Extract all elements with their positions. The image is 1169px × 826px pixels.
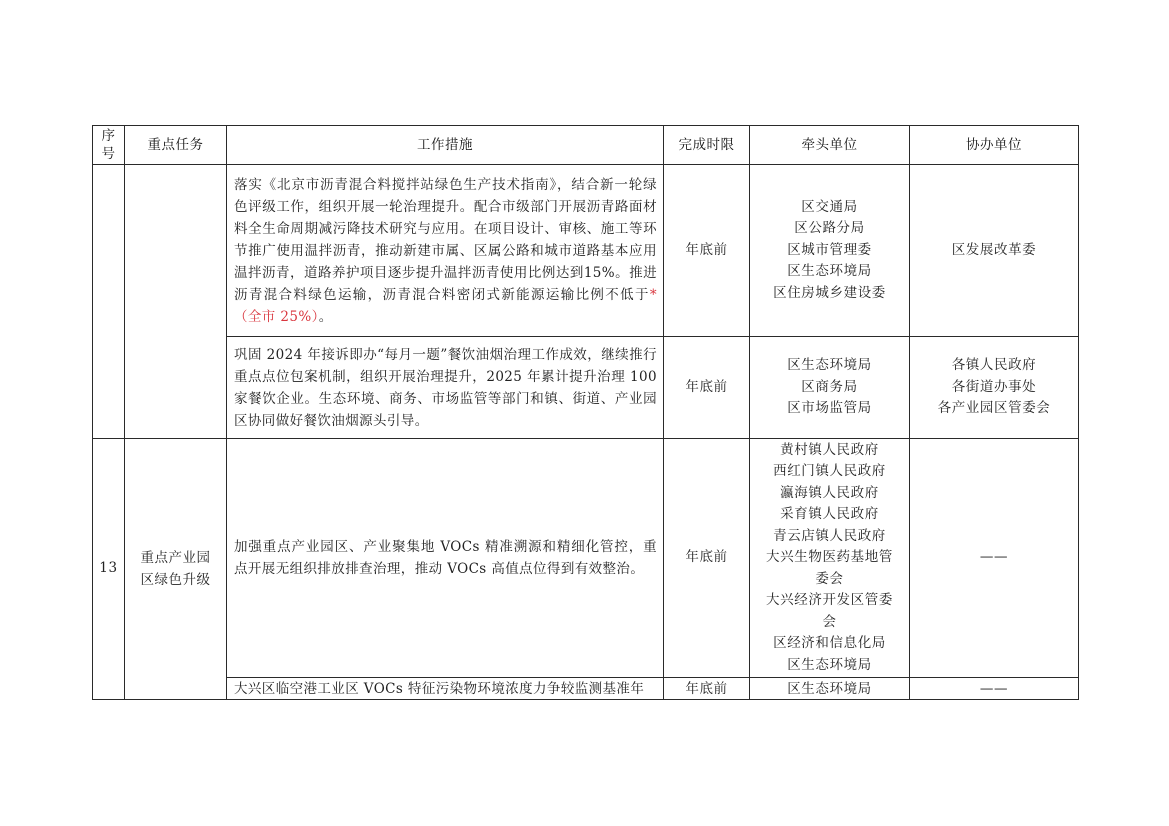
- header-seq: [93, 126, 125, 165]
- lead-cell: [750, 165, 910, 337]
- task-cell: [125, 165, 227, 439]
- deadline-cell: 年底前: [664, 337, 750, 439]
- table-row: [93, 439, 1079, 678]
- measure-tail: 。: [318, 308, 333, 325]
- deadline-cell: 年底前: [664, 439, 750, 678]
- measure-cell: 加强重点产业园区、产业聚集地 VOCs 精准溯源和精细化管控，重点开展无组织排放排查治理，推动 VOCs 高值点位得到有效整治。: [227, 439, 664, 678]
- lead-unit: 区商务局: [801, 378, 858, 395]
- lead-unit: 西红门镇人民政府: [773, 463, 886, 480]
- lead-unit: 委会: [815, 570, 844, 587]
- table-header-row: [93, 126, 1079, 165]
- deadline-cell: 年底前: [664, 165, 750, 337]
- lead-unit: 区住房城乡建设委: [773, 284, 886, 301]
- lead-unit: 大兴经济开发区管委: [766, 592, 893, 609]
- header-lead: 牵头单位: [750, 126, 910, 165]
- lead-unit: 瀛海镇人民政府: [780, 484, 879, 501]
- lead-unit: 会: [822, 613, 837, 630]
- lead-unit: 区城市管理委: [787, 241, 872, 258]
- table-row: [93, 165, 1079, 337]
- assist-unit: 区发展改革委: [951, 241, 1037, 258]
- lead-unit: 区生态环境局: [787, 263, 872, 280]
- assist-unit: 各镇人民政府: [951, 357, 1037, 374]
- lead-unit: 区市场监管局: [787, 400, 872, 417]
- task-cell: [125, 439, 227, 700]
- table-row: [93, 337, 1079, 439]
- assist-unit: 各街道办事处: [951, 378, 1037, 395]
- seq-cell: [93, 165, 125, 439]
- assist-cell: [910, 439, 1079, 678]
- lead-unit: 采育镇人民政府: [780, 506, 879, 523]
- task-line: 重点产业园: [140, 550, 211, 566]
- header-seq-char1: 序: [101, 128, 116, 144]
- measure-highlight: *（全市 25%）: [234, 286, 657, 325]
- measure-cell: 大兴区临空港工业区 VOCs 特征污染物环境浓度力争较监测基准年: [227, 678, 664, 700]
- assist-cell: [910, 165, 1079, 337]
- lead-unit: 区公路分局: [794, 220, 865, 237]
- task-table: [92, 125, 1079, 700]
- assist-unit: ——: [979, 680, 1009, 697]
- lead-unit: 大兴生物医药基地管: [766, 549, 893, 566]
- assist-cell: [910, 337, 1079, 439]
- header-task: 重点任务: [125, 126, 227, 165]
- lead-unit: 青云店镇人民政府: [773, 527, 886, 544]
- measure-cell: [227, 165, 664, 337]
- lead-unit: 区生态环境局: [787, 357, 872, 374]
- lead-unit: 区交通局: [801, 198, 858, 215]
- header-seq-char2: 号: [101, 146, 116, 162]
- assist-unit: 各产业园区管委会: [937, 400, 1051, 417]
- assist-unit: ——: [979, 549, 1009, 566]
- header-measures: 工作措施: [227, 126, 664, 165]
- assist-cell: [910, 678, 1079, 700]
- lead-unit: 黄村镇人民政府: [780, 441, 879, 458]
- lead-cell: [750, 337, 910, 439]
- lead-cell: [750, 439, 910, 678]
- lead-unit: 区生态环境局: [787, 656, 872, 673]
- seq-cell: 13: [93, 439, 125, 700]
- table-row: [93, 678, 1079, 700]
- measure-cell: 巩固 2024 年接诉即办“每月一题”餐饮油烟治理工作成效，继续推行重点点位包案机制，组织开展治理提升，2025 年累计提升治理 100 家餐饮企业。生态环境、商务、市场监管等部门和镇、街道、产业园区协同做好餐饮油烟源头引导。: [227, 337, 664, 439]
- deadline-cell: 年底前: [664, 678, 750, 700]
- header-deadline: 完成时限: [664, 126, 750, 165]
- lead-unit: 区生态环境局: [787, 680, 872, 697]
- task-line: 区绿色升级: [140, 572, 211, 588]
- header-assist: 协办单位: [910, 126, 1079, 165]
- lead-unit: 区经济和信息化局: [773, 635, 886, 652]
- lead-cell: [750, 678, 910, 700]
- measure-text: 落实《北京市沥青混合料搅拌站绿色生产技术指南》，结合新一轮绿色评级工作，组织开展一轮治理提升。配合市级部门开展沥青路面材料全生命周期减污降技术研究与应用。在项目设计、审核、施工等环节推广使用温拌沥青，推动新建市属、区属公路和城市道路基本应用温拌沥青，道路养护项目逐步提升温拌沥青使用比例达到15%。推进沥青混合料绿色运输，沥青混合料密闭式新能源运输比例不低于: [234, 176, 657, 303]
